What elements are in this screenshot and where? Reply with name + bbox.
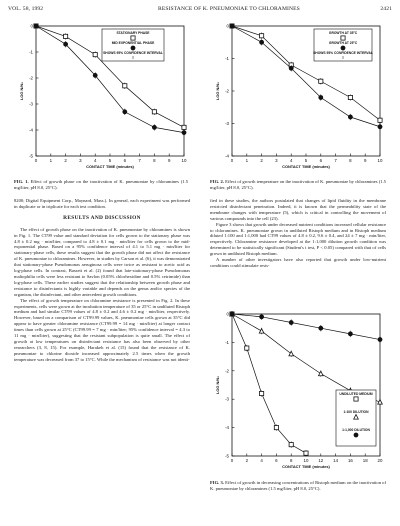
results-paragraph-2: The effect of growth temperature on chloramine resistance is presented in Fig. 2. In these experiments, cells were grown at the incubation temperature of 35 or 25°C in undiluted Ristoph medium and had similar CT99 values of 4.8 ± 0.2 and 4.6 ± 0.2 mg · min/liter, respectively. However, based on a comparison of CT99.99 values, K. pneumoniae cells grown at 35°C did appear to have greater chloramine resistance (CT99.99 = 14 mg · min/liter) at longer contact times than cells grown at 25°C (CT99.99 = 7 mg · min/liter; 95% confidence interval = 4.3 to 11 mg · min/liter), suggesting that the resistant subpopulation is quite small. The effect of growth at low temperatures on disinfectant resistance has also been observed by other researchers (3, 8, 15). For example, Harakeh et al. (15) found that the resistance of K. pneumoniae to chlorine dioxide increased approximately 2.5 times when the growth temperature was decreased from 37 to 15°C. While the mechanism of resistance was not identi- (14, 297, 190, 362)
y-tick-label: 0 (226, 311, 229, 317)
x-tick-label: 1 (49, 158, 53, 163)
data-point (152, 125, 156, 129)
y-tick-label: -3 (29, 101, 33, 107)
right-column (210, 198, 386, 269)
x-tick-label: 5 (108, 158, 112, 163)
x-tick-label: 8 (289, 458, 293, 463)
x-tick-label: 4 (93, 158, 97, 163)
legend-label: SHOWS 95% CONFIDENCE INTERVAL (313, 51, 373, 56)
x-tick-label: 3 (275, 158, 278, 163)
legend-marker (354, 433, 358, 437)
running-header (8, 6, 392, 16)
data-point (259, 329, 264, 334)
figure-3-caption (210, 480, 386, 491)
data-point (348, 332, 352, 336)
y-tick-label: -2 (225, 88, 229, 94)
figure-1-caption (14, 179, 188, 190)
x-tick-label: 4 (260, 458, 263, 463)
data-point (260, 315, 264, 319)
legend-label: 1:1,000 DILUTION (342, 428, 370, 433)
figure-2-chart (208, 22, 386, 178)
data-point (348, 115, 352, 119)
x-tick-label: 10 (303, 458, 309, 463)
y-tick-label: -4 (29, 127, 33, 133)
data-point (378, 125, 382, 129)
x-tick-label: 7 (334, 158, 337, 163)
page-number: 2421 (380, 6, 392, 12)
data-point (182, 131, 186, 135)
figure-3-label: FIG. 3. (210, 480, 224, 485)
x-tick-label: 0 (34, 158, 38, 163)
data-point (319, 95, 323, 99)
data-point (182, 125, 186, 129)
data-point (289, 320, 293, 324)
discussion-paragraph-2: Figure 3 shows that growth under decreased nutrient conditions increased cellular resistance to chloramines. K. pneumoniae grown in undiluted Ristoph medium and in Ristoph medium diluted 1:100 and 1:1,000 had CT99 values of 4.8 ± 0.2, 9.6 ± 0.4, and 24 ± 7 mg · min/liter, respectively. Chloramine resistance developed at the 1:1,000 dilution growth condition was determined to be statistically significant (Student's t test, P < 0.05) compared with that of cells grown in undiluted Ristoph medium. (210, 221, 386, 257)
x-tick-label: 8 (153, 158, 156, 163)
data-point (93, 53, 97, 57)
x-tick-label: 20 (377, 458, 383, 463)
data-point (348, 95, 352, 99)
running-title: RESISTANCE OF K. PNEUMONIAE TO CHLORAMINES (158, 6, 300, 12)
y-tick-label: 0 (30, 23, 33, 29)
figure-2-label: FIG. 2. (210, 179, 224, 184)
x-tick-label: 9 (363, 158, 367, 163)
figure-2-caption (210, 179, 386, 190)
data-point (230, 24, 234, 28)
series-line (232, 314, 306, 453)
data-point (230, 312, 234, 316)
figure-1-chart (14, 22, 190, 178)
y-tick-label: -4 (225, 153, 229, 159)
legend-label: UNDILUTED MEDIUM (339, 392, 373, 397)
x-tick-label: 5 (304, 158, 308, 163)
x-tick-label: 0 (230, 158, 234, 163)
y-tick-label: -5 (225, 453, 229, 459)
data-point (274, 426, 278, 430)
data-point (378, 337, 382, 341)
legend-label: MID EXPONENTIAL PHASE (111, 41, 155, 46)
x-tick-label: 9 (167, 158, 171, 163)
figure-3-chart (208, 310, 386, 478)
x-axis-label: CONTACT TIME (minutes) (282, 464, 330, 469)
y-tick-label: -3 (225, 121, 229, 126)
x-tick-label: 2 (64, 158, 67, 163)
data-point (245, 346, 249, 350)
volume-label: VOL. 58, 1992 (8, 6, 44, 12)
x-tick-label: 4 (289, 158, 293, 163)
data-point (378, 400, 383, 405)
data-point (260, 34, 264, 38)
legend-label: SHOWS 95% CONFIDENCE INTERVAL (103, 51, 163, 56)
legend-marker (131, 46, 135, 50)
x-tick-label: 12 (318, 458, 324, 463)
legend-label: GROWTH AT 25°C (328, 41, 358, 46)
x-axis-label: CONTACT TIME (minutes) (86, 164, 134, 169)
series-1 (230, 312, 308, 456)
figure-1-caption-text: Effect of growth phase on the inactivation of K. pneumoniae by chloramines (1.5 mg/liter, pH 8.0, 25°C). (14, 179, 188, 190)
y-tick-label: -1 (225, 339, 229, 345)
data-point (93, 73, 97, 77)
x-tick-label: 6 (319, 158, 323, 163)
x-tick-label: 1 (245, 158, 249, 163)
x-tick-label: 6 (275, 458, 278, 463)
legend-marker (354, 397, 358, 401)
y-tick-label: -2 (29, 75, 33, 81)
data-point (304, 451, 308, 455)
data-point (123, 84, 127, 88)
x-tick-label: 2 (245, 458, 249, 463)
y-tick-label: -4 (225, 425, 229, 431)
data-point (260, 391, 264, 395)
figure-2-caption-text: Effect of growth temperature on the inactivation of K. pneumoniae by chloramines (1.5 mg/liter, pH 8.0, 25°C). (210, 179, 386, 190)
data-point (378, 118, 382, 122)
x-axis-label: CONTACT TIME (minutes) (282, 164, 330, 169)
x-tick-label: 8 (349, 158, 352, 163)
data-point (289, 66, 293, 70)
legend-marker (341, 36, 345, 40)
legend-label: GROWTH AT 35°C (328, 31, 358, 36)
legend-marker (131, 36, 135, 40)
data-point (260, 40, 264, 44)
y-axis-label: LOG N/N₀ (215, 376, 220, 394)
x-tick-label: 16 (347, 458, 353, 463)
x-tick-label: 10 (181, 158, 187, 163)
x-tick-label: 3 (79, 158, 82, 163)
y-tick-label: -2 (225, 368, 229, 374)
discussion-paragraph-1: fied in these studies, the authors postulated that changes of lipid fluidity in the membrane restricted disinfectant penetration. Indeed, it is known that the permeability state of the membrane changes with temperature (5), which is critical in controlling the movement of various compounds into the cell (23). (210, 198, 386, 221)
data-point (319, 79, 323, 83)
left-column (14, 198, 190, 363)
legend-label: 1:100 DILUTION (343, 410, 369, 415)
x-tick-label: 10 (377, 158, 383, 163)
legend (102, 29, 164, 61)
data-point (34, 24, 38, 28)
data-point (289, 443, 293, 447)
series-line (232, 314, 380, 402)
x-tick-label: 2 (260, 158, 263, 163)
legend-label: STATIONARY PHASE (116, 31, 150, 36)
y-axis-label: LOG N/N₀ (19, 82, 24, 100)
legend (313, 29, 373, 61)
legend-marker (341, 46, 345, 50)
y-tick-label: -3 (225, 396, 229, 402)
x-tick-label: 14 (333, 458, 339, 463)
series-3 (230, 312, 382, 343)
methods-paragraph: 8200; Digital Equipment Corp., Maynard, Mass.). In general, each experiment was performed in duplicate or in triplicate for each test condition. (14, 198, 190, 209)
y-tick-label: -5 (29, 153, 33, 159)
figure-3-caption-text: Effect of growth in decreasing concentrations of Ristoph medium on the inactivation of K. pneumoniae by chloramines (1.5 mg/liter, pH 8.0, 25°C). (210, 480, 386, 491)
x-tick-label: 6 (123, 158, 127, 163)
data-point (152, 110, 156, 114)
discussion-paragraph-3: A number of other investigators have also reported that growth under low-nutrient conditions could stimulate resis- (210, 257, 386, 268)
y-tick-label: -1 (225, 56, 229, 61)
data-point (64, 34, 68, 38)
x-tick-label: 7 (138, 158, 141, 163)
data-point (319, 371, 324, 376)
x-tick-label: 0 (230, 458, 234, 463)
figure-1-label: FIG. 1. (14, 179, 29, 184)
data-point (319, 326, 323, 330)
data-point (289, 351, 294, 356)
data-point (123, 110, 127, 114)
y-tick-label: 0 (226, 23, 229, 29)
data-point (64, 42, 68, 46)
section-heading: RESULTS AND DISCUSSION (63, 214, 141, 221)
y-axis-label: LOG N/N₀ (215, 82, 220, 100)
results-paragraph-1: The effect of growth phase on the inactivation of K. pneumoniae by chloramines is shown in Fig. 1. The CT99 value and standard deviation for cells grown to the stationary phase was 4.8 ± 0.2 mg · min/liter, compared to 4.8 ± 0.1 mg · min/liter for cells grown to the mid-exponential phase. Based on a 95% confidence interval of 4.1 to 5.1 mg · min/liter for stationary-phase cells, these results suggest that the growth phase did not affect the resistance of K. pneumoniae to chloramines. However, in studies by Carson et al. (6), it was demonstrated that stationary-phase Pseudomonas aeruginosa cells were twice as resistant to acetic acid as log-phase cells. In contrast, Bassett et al. (2) found that late-stationary-phase Pseudomonas maltophilia cells were less resistant to Savlon (0.05% chlorhexidine and 0.5% cetrimide) than log-phase cells. These earlier studies suggest that the relationship between growth phase and resistance to disinfectants is highly variable and depends on the genus and/or species of the organism, the disinfectant, and other antecedent growth conditions. (14, 226, 190, 297)
x-tick-label: 18 (362, 458, 368, 463)
legend (336, 390, 376, 446)
y-tick-label: -1 (29, 49, 33, 55)
